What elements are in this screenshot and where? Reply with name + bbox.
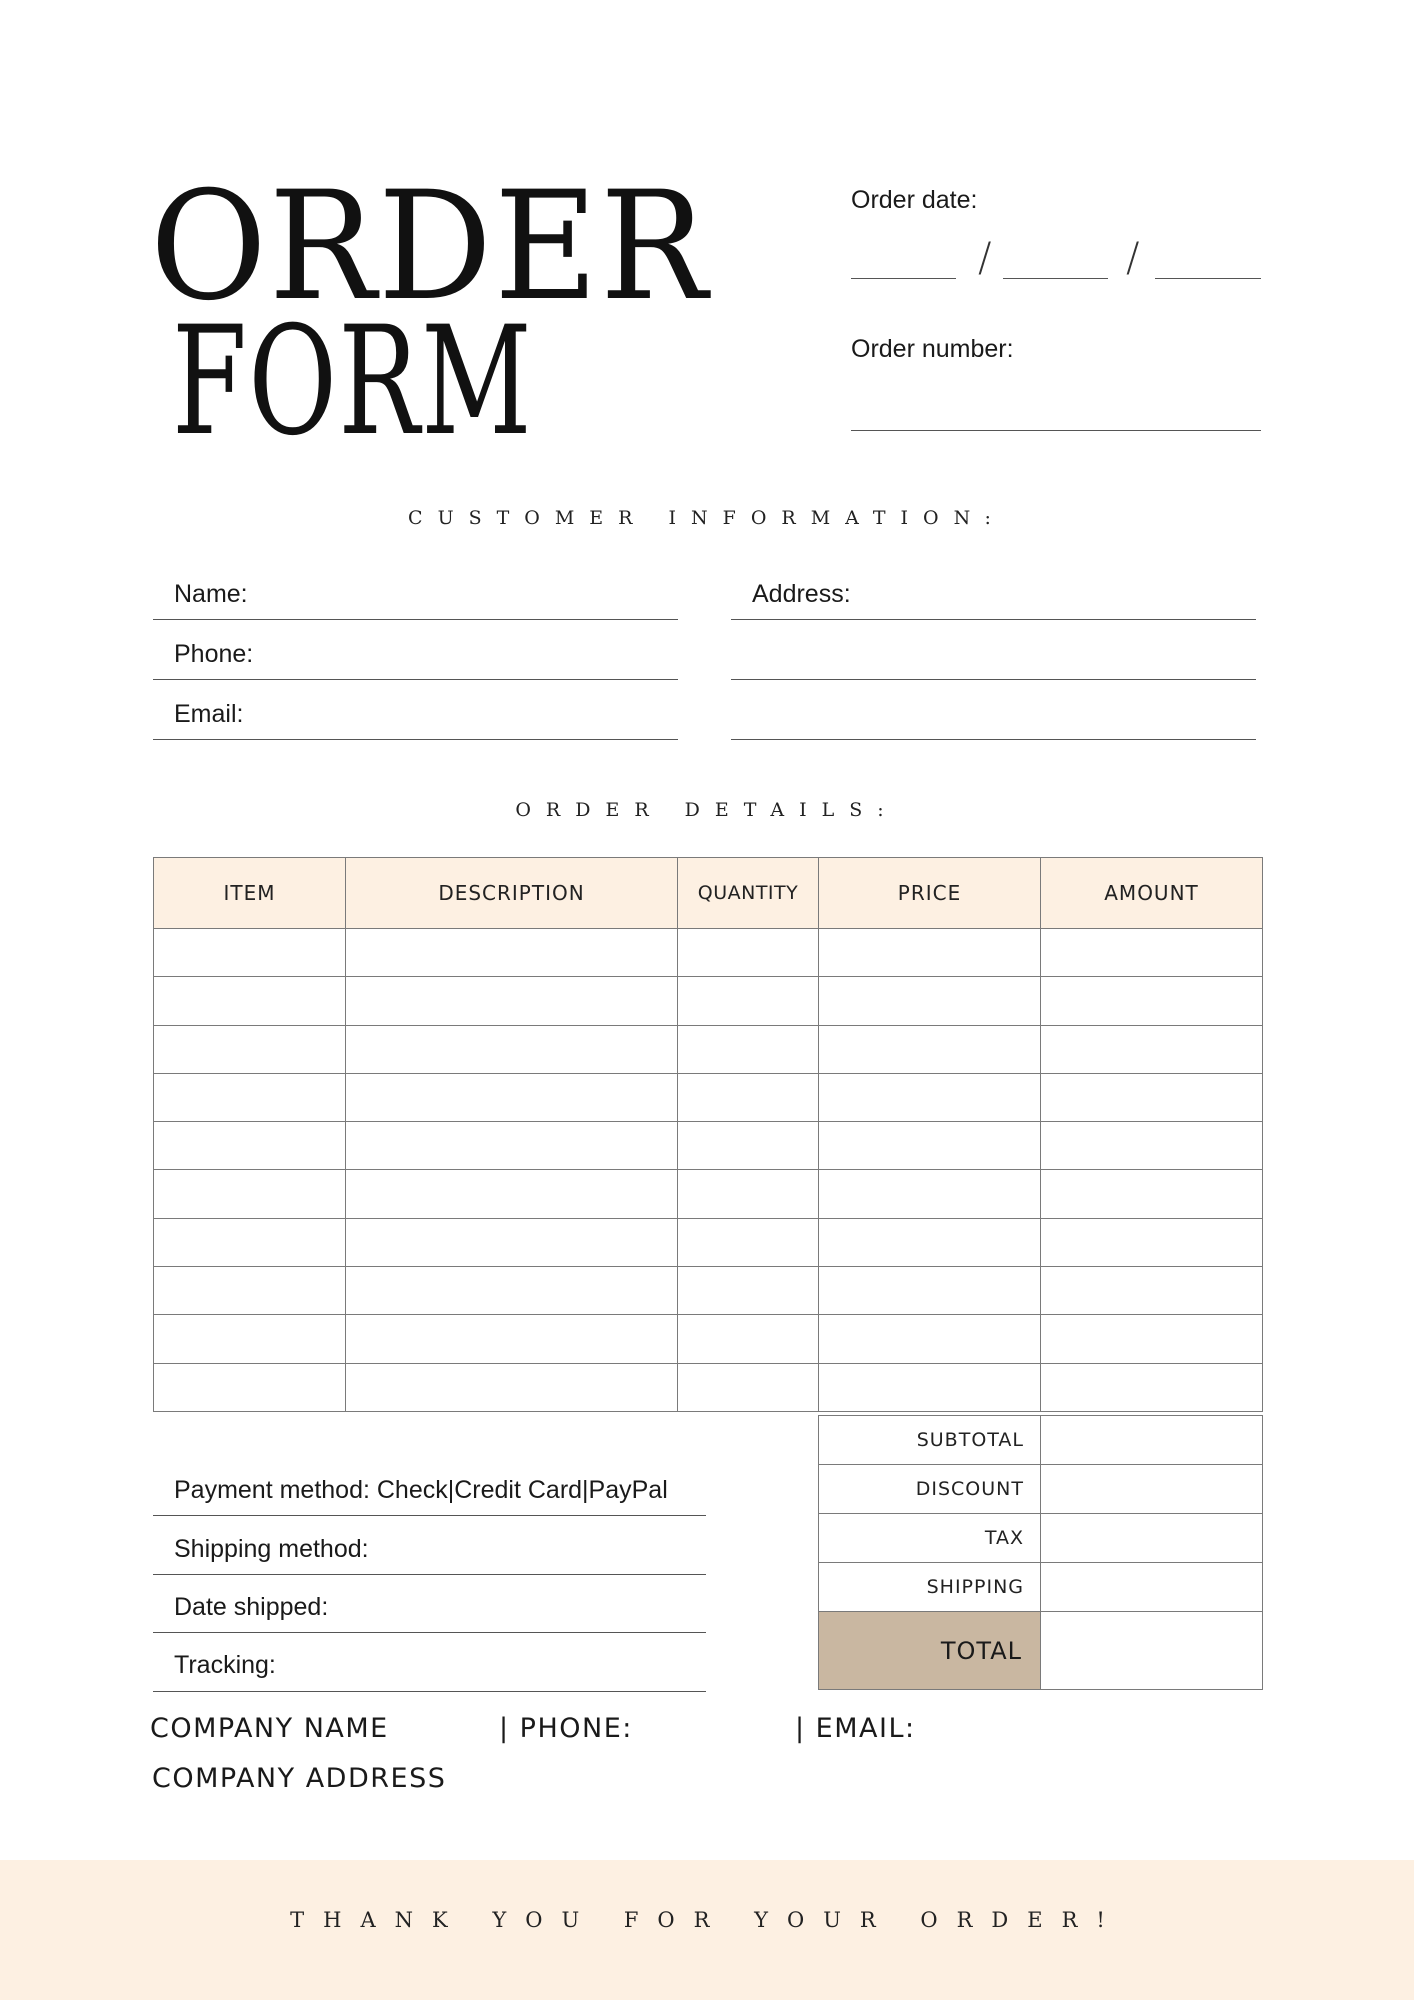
table-cell-price[interactable] [819, 929, 1041, 977]
table-cell-description[interactable] [346, 929, 678, 977]
table-cell-item[interactable] [154, 1073, 346, 1121]
totals-table [818, 1415, 1263, 1690]
table-cell-price[interactable] [819, 1363, 1041, 1411]
shipping-value-cell[interactable] [1041, 1563, 1263, 1612]
order-date-year-line[interactable] [1155, 278, 1261, 279]
tracking-line[interactable] [153, 1691, 706, 1692]
table-cell-price[interactable] [819, 1025, 1041, 1073]
table-cell-amount[interactable] [1041, 1315, 1263, 1363]
column-header-price: PRICE [819, 858, 1041, 929]
subtotal-value-cell[interactable] [1041, 1416, 1263, 1465]
table-cell-quantity[interactable] [678, 1218, 819, 1266]
table-cell-price[interactable] [819, 1073, 1041, 1121]
discount-value-cell[interactable] [1041, 1465, 1263, 1514]
table-row [154, 1267, 1263, 1315]
table-cell-amount[interactable] [1041, 1218, 1263, 1266]
table-cell-item[interactable] [154, 977, 346, 1025]
order-date-day-line[interactable] [1003, 278, 1108, 279]
customer-section-title: CUSTOMER INFORMATION: [408, 507, 1006, 529]
address-line-2[interactable] [731, 679, 1256, 680]
table-cell-quantity[interactable] [678, 1122, 819, 1170]
address-label: Address: [752, 580, 851, 608]
company-address: COMPANY ADDRESS [152, 1763, 447, 1794]
table-cell-amount[interactable] [1041, 1025, 1263, 1073]
table-cell-item[interactable] [154, 929, 346, 977]
column-header-item: ITEM [154, 858, 346, 929]
table-cell-item[interactable] [154, 1218, 346, 1266]
table-cell-description[interactable] [346, 1073, 678, 1121]
payment-method-label: Payment method: Check|Credit Card|PayPal [174, 1476, 668, 1504]
table-cell-quantity[interactable] [678, 1170, 819, 1218]
table-cell-description[interactable] [346, 1267, 678, 1315]
total-label: TOTAL [819, 1612, 1041, 1690]
date-separator: / [1126, 235, 1140, 281]
company-phone: | PHONE: [499, 1713, 633, 1744]
table-cell-amount[interactable] [1041, 1073, 1263, 1121]
date-shipped-line[interactable] [153, 1632, 706, 1633]
table-row [154, 929, 1263, 977]
table-cell-amount[interactable] [1041, 1363, 1263, 1411]
tax-value-cell[interactable] [1041, 1514, 1263, 1563]
table-cell-description[interactable] [346, 1218, 678, 1266]
date-separator: / [978, 235, 992, 281]
table-cell-amount[interactable] [1041, 1267, 1263, 1315]
table-cell-quantity[interactable] [678, 977, 819, 1025]
phone-line[interactable] [153, 679, 678, 680]
table-cell-price[interactable] [819, 977, 1041, 1025]
order-details-section-title: ORDER DETAILS: [515, 799, 899, 821]
shipping-method-label: Shipping method: [174, 1535, 369, 1563]
email-label: Email: [174, 700, 244, 728]
table-cell-price[interactable] [819, 1267, 1041, 1315]
table-cell-amount[interactable] [1041, 1170, 1263, 1218]
shipping-row [819, 1563, 1263, 1612]
table-row [154, 1363, 1263, 1411]
table-cell-description[interactable] [346, 1363, 678, 1411]
column-header-quantity: QUANTITY [678, 858, 819, 929]
table-cell-description[interactable] [346, 1315, 678, 1363]
table-cell-quantity[interactable] [678, 1315, 819, 1363]
address-line-3[interactable] [731, 739, 1256, 740]
table-cell-quantity[interactable] [678, 1363, 819, 1411]
table-cell-quantity[interactable] [678, 929, 819, 977]
table-cell-item[interactable] [154, 1122, 346, 1170]
tax-label: TAX [819, 1514, 1041, 1563]
order-number-line[interactable] [851, 430, 1261, 431]
table-cell-item[interactable] [154, 1363, 346, 1411]
table-row [154, 1218, 1263, 1266]
table-row [154, 1073, 1263, 1121]
table-cell-quantity[interactable] [678, 1073, 819, 1121]
table-cell-amount[interactable] [1041, 929, 1263, 977]
title-order: ORDER [150, 160, 710, 334]
table-cell-quantity[interactable] [678, 1025, 819, 1073]
table-header-row [154, 858, 1263, 929]
table-cell-price[interactable] [819, 1315, 1041, 1363]
discount-row [819, 1465, 1263, 1514]
date-shipped-label: Date shipped: [174, 1593, 329, 1621]
payment-method-line[interactable] [153, 1515, 706, 1516]
order-date-label: Order date: [851, 186, 978, 214]
total-row [819, 1612, 1263, 1690]
table-cell-price[interactable] [819, 1218, 1041, 1266]
title-form: FORM [172, 295, 534, 469]
discount-label: DISCOUNT [819, 1465, 1041, 1514]
order-date-month-line[interactable] [851, 278, 956, 279]
phone-label: Phone: [174, 640, 254, 668]
table-cell-item[interactable] [154, 1170, 346, 1218]
table-row [154, 1170, 1263, 1218]
table-cell-description[interactable] [346, 1170, 678, 1218]
table-cell-quantity[interactable] [678, 1267, 819, 1315]
total-value-cell[interactable] [1041, 1612, 1263, 1690]
order-details-table [153, 857, 1263, 1412]
footer-thank-you: THANK YOU FOR YOUR ORDER! [290, 1908, 1124, 1932]
table-cell-price[interactable] [819, 1170, 1041, 1218]
company-name: COMPANY NAME [150, 1713, 389, 1744]
column-header-description: DESCRIPTION [346, 858, 678, 929]
table-cell-amount[interactable] [1041, 1122, 1263, 1170]
table-cell-description[interactable] [346, 1122, 678, 1170]
table-row [154, 1122, 1263, 1170]
shipping-label: SHIPPING [819, 1563, 1041, 1612]
subtotal-label: SUBTOTAL [819, 1416, 1041, 1465]
table-row [154, 1025, 1263, 1073]
table-row [154, 977, 1263, 1025]
company-email: | EMAIL: [795, 1713, 916, 1744]
email-line[interactable] [153, 739, 678, 740]
tracking-label: Tracking: [174, 1651, 276, 1679]
table-row [154, 1315, 1263, 1363]
order-number-label: Order number: [851, 335, 1014, 363]
address-line-1[interactable] [731, 619, 1256, 620]
shipping-method-line[interactable] [153, 1574, 706, 1575]
table-cell-item[interactable] [154, 1267, 346, 1315]
subtotal-row [819, 1416, 1263, 1465]
name-line[interactable] [153, 619, 678, 620]
name-label: Name: [174, 580, 248, 608]
table-cell-amount[interactable] [1041, 977, 1263, 1025]
table-cell-description[interactable] [346, 977, 678, 1025]
table-cell-item[interactable] [154, 1315, 346, 1363]
tax-row [819, 1514, 1263, 1563]
table-cell-item[interactable] [154, 1025, 346, 1073]
column-header-amount: AMOUNT [1041, 858, 1263, 929]
table-cell-description[interactable] [346, 1025, 678, 1073]
table-cell-price[interactable] [819, 1122, 1041, 1170]
